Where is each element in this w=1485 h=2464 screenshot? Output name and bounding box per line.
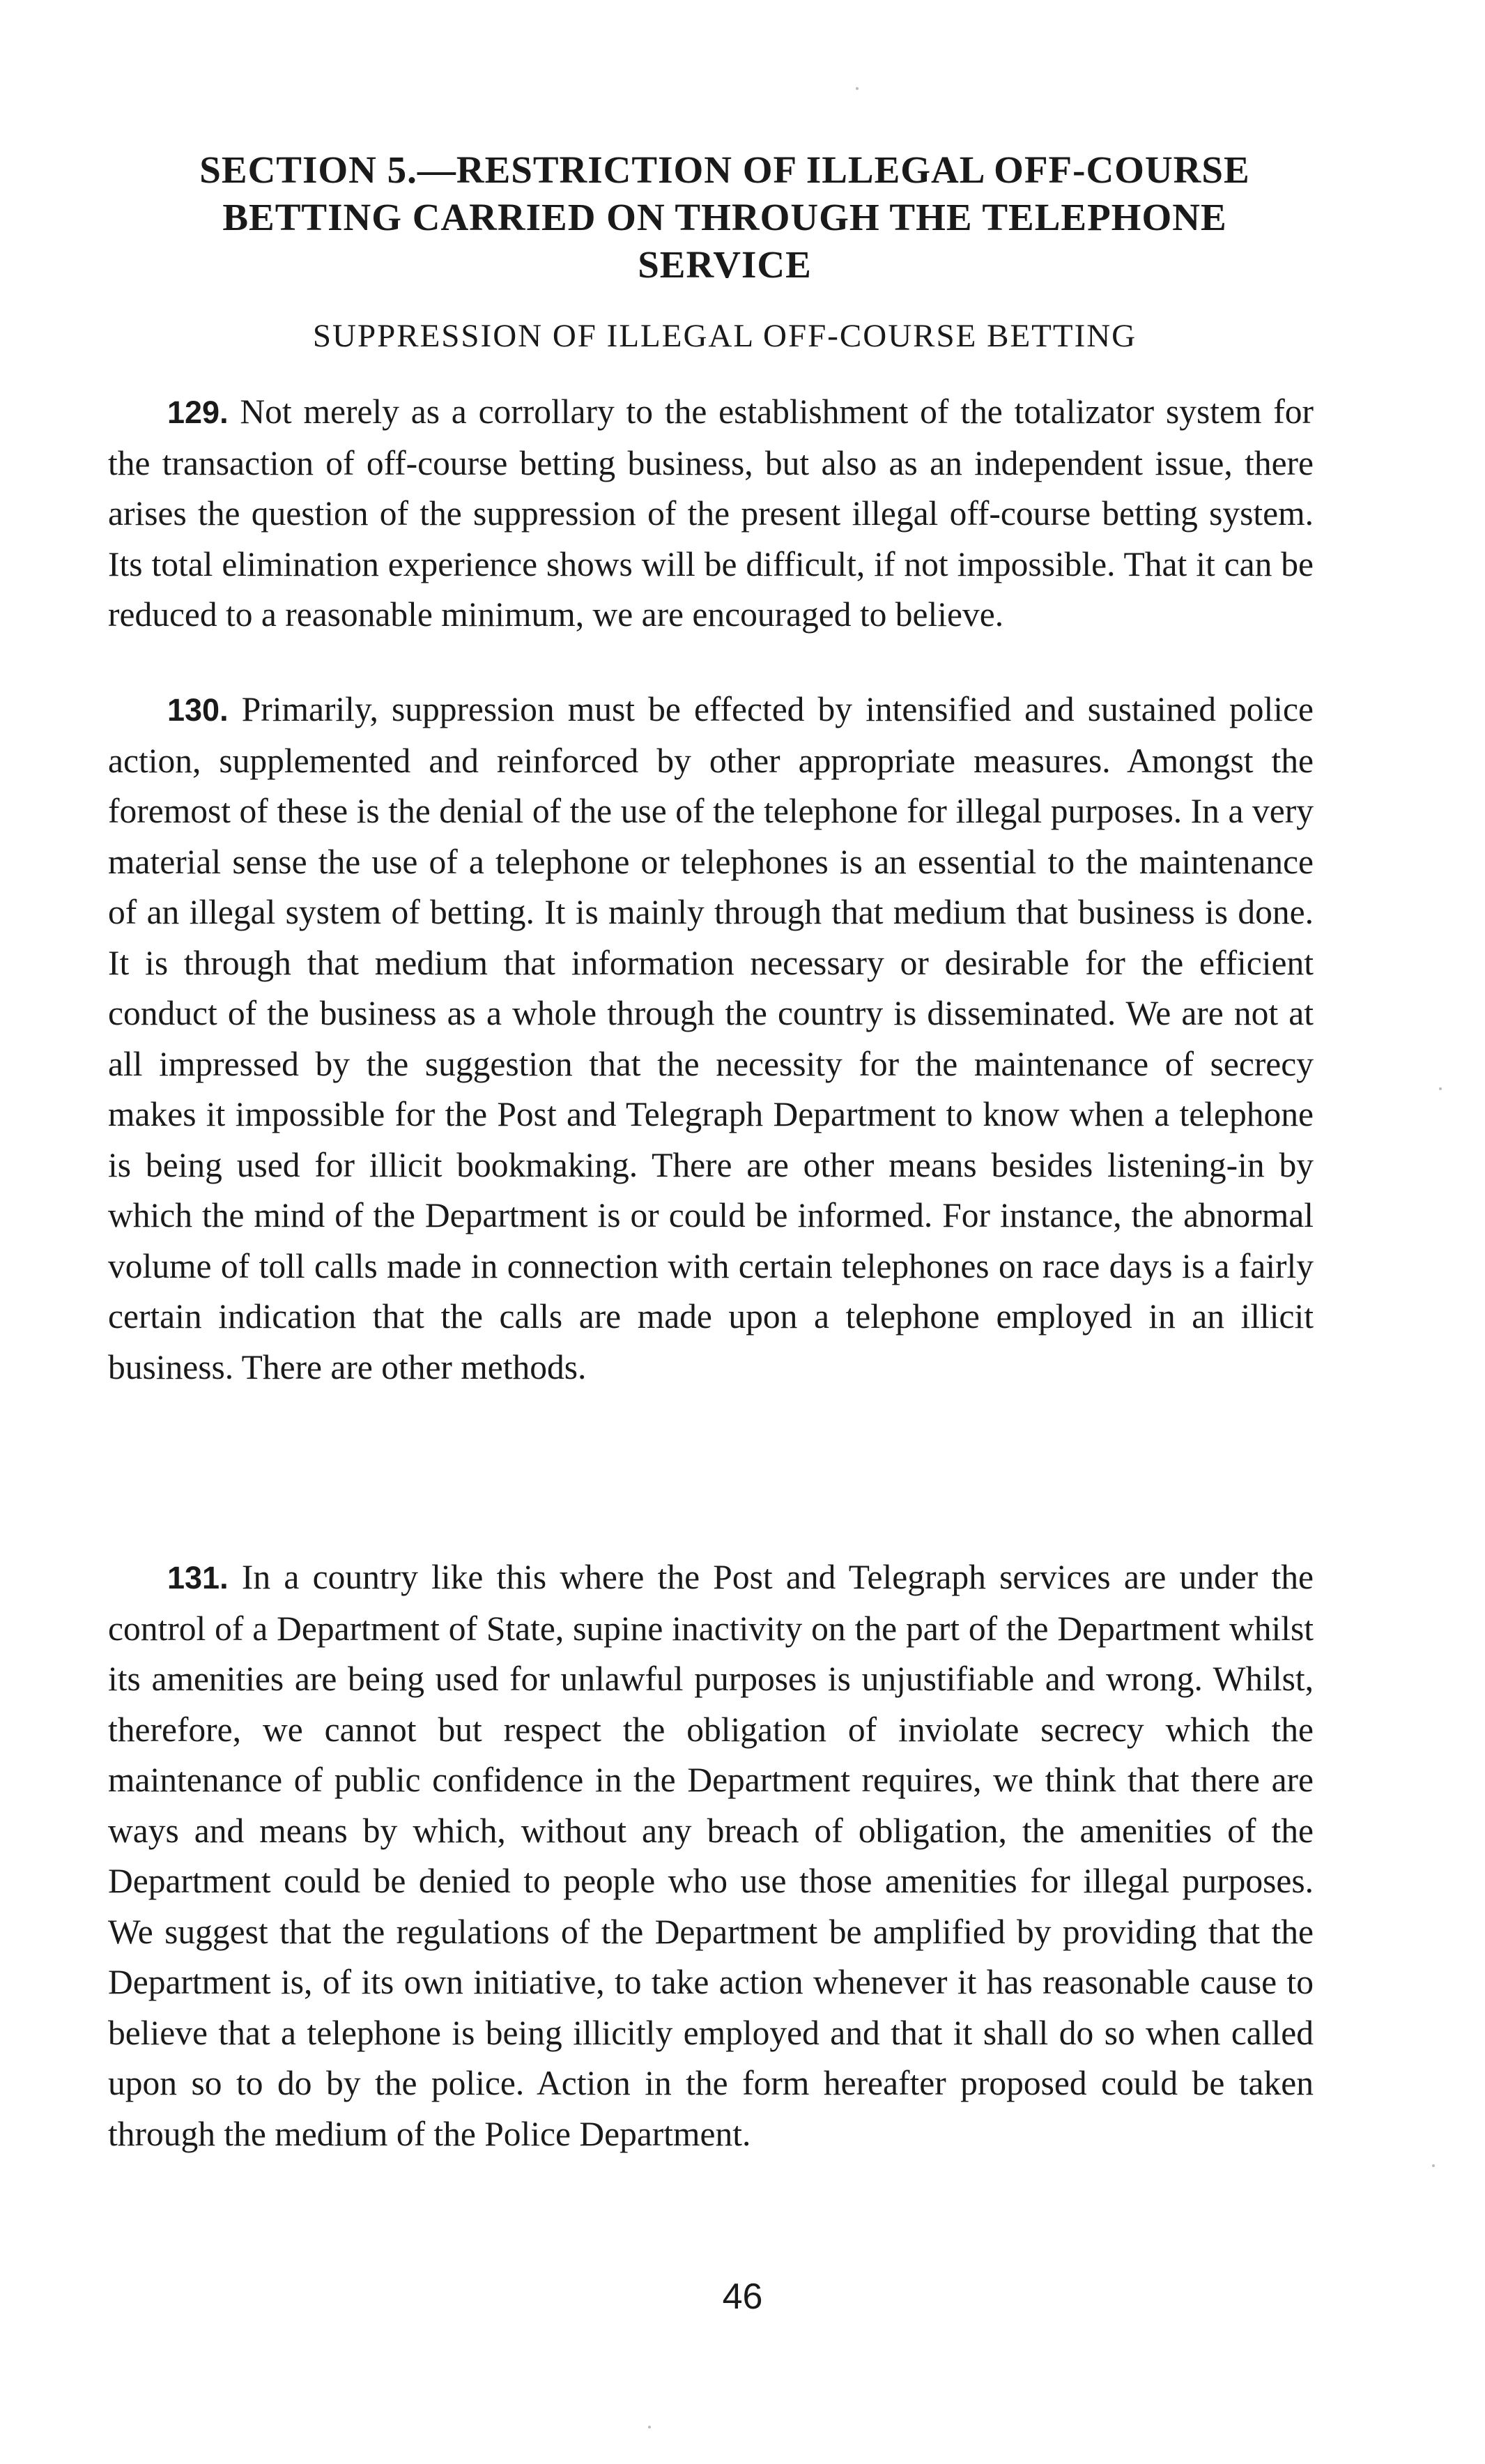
paragraph-number: 131. <box>167 1560 229 1596</box>
section-title-line: SERVICE <box>638 243 812 286</box>
paragraph-text: Not merely as a corrollary to the establishment of the totalizator system for the transaction of off-course betting business, but also as an independent issue, there arises the question of the suppression of the present illegal off-course betting system. Its total elimination experience shows will be difficult, if not impossible. That it can be reduced to a reasonable minimum, we are encouraged to believe. <box>108 392 1314 634</box>
section-title-line: SECTION 5.—RESTRICTION OF ILLEGAL OFF-COURSE <box>199 148 1250 191</box>
section-title-line: BETTING CARRIED ON THROUGH THE TELEPHONE <box>222 196 1227 238</box>
subheading: SUPPRESSION OF ILLEGAL OFF-COURSE BETTING <box>312 318 1137 354</box>
paragraph-130 <box>108 684 1314 1393</box>
paragraph-text: In a country like this where the Post and Telegraph services are under the control of a Department of State, supine inactivity on the part of the Department whilst its amenities are being used for unlawful purposes is unjustifiable and wrong. Whilst, therefore, we cannot but respect the obligation of inviolate secrecy which the maintenance of public confidence in the Department requires, we think that there are ways and means by which, without any breach of obligation, the amenities of the Department could be denied to people who use those amenities for illegal purposes. We suggest that the regulations of the Department be amplified by providing that the Department is, of its own initiative, to take action whenever it has reasonable cause to believe that a telephone is being illicitly employed and that it shall do so when called upon so to do by the police. Action in the form hereafter proposed could be taken through the medium of the Police Department. <box>108 1558 1314 2153</box>
paper-speck <box>856 87 859 90</box>
paragraph-129 <box>108 387 1314 641</box>
page-number: 46 <box>722 2276 763 2317</box>
paper-speck <box>1432 2164 1435 2167</box>
paper-speck <box>648 2426 651 2428</box>
paper-speck <box>1439 1087 1442 1090</box>
paragraph-text: Primarily, suppression must be effected by intensified and sustained police action, supplemented and reinforced by other appropriate measures. Amongst the foremost of these is the denial of the use of the telephone for illegal purposes. In a very material sense the use of a telephone or telephones is an essential to the maintenance of an illegal system of betting. It is mainly through that medium that business is done. It is through that medium that information necessary or desirable for the efficient conduct of the business as a whole through the country is disseminated. We are not at all impressed by the suggestion that the necessity for the maintenance of secrecy makes it impossible for the Post and Telegraph Department to know when a telephone is being used for illicit bookmaking. There are other means besides listening-in by which the mind of the Department is or could be informed. For instance, the abnormal volume of toll calls made in connection with certain telephones on race days is a fairly certain indication that the calls are made upon a telephone employed in an illicit business. There are other methods. <box>108 690 1314 1386</box>
paragraph-number: 130. <box>167 692 229 728</box>
paragraph-number: 129. <box>167 395 229 430</box>
paragraph-131 <box>108 1552 1314 2159</box>
section-title <box>108 146 1341 289</box>
